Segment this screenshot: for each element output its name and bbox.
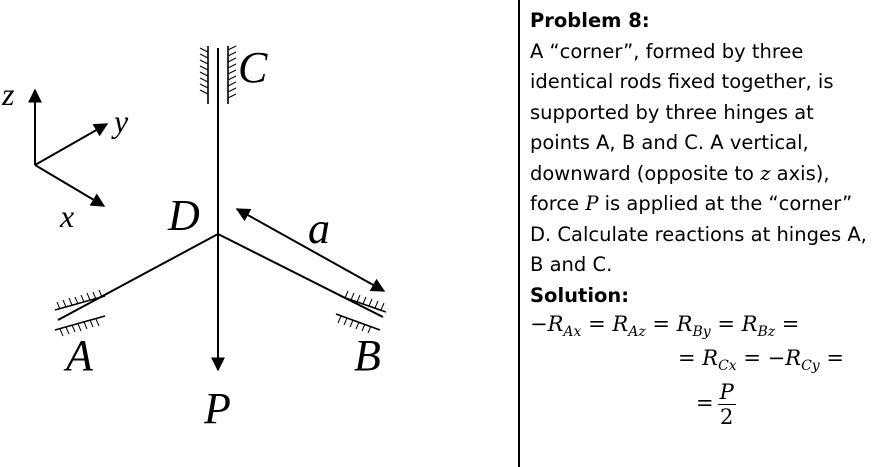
equation-line-3: = $\frac{P}{2}$: [696, 380, 734, 429]
z-axis-label: z: [2, 76, 15, 112]
problem-line-3: supported by three hinges at: [530, 100, 814, 124]
problem-line-6: force P is applied at the “corner”: [530, 192, 853, 215]
y-axis-label: y: [114, 103, 129, 139]
problem-line-8: B and C.: [530, 253, 613, 276]
y-axis-arrow: [35, 124, 107, 165]
equation-line-2: = $R_{Cx} = -R_{Cy}$ =: [678, 346, 844, 375]
problem-line-2: identical rods fixed together, is: [530, 70, 834, 93]
fraction-numerator: P: [719, 380, 734, 404]
solution-equation: [530, 312, 874, 442]
problem-line-5: downward (opposite to z axis),: [530, 161, 830, 185]
label-d: D: [168, 191, 200, 240]
label-c: C: [238, 43, 268, 92]
fraction: [718, 380, 736, 429]
label-b: B: [354, 331, 381, 380]
label-p: P: [204, 384, 231, 433]
equation-line-1: $-R_{Ax} = R_{Az} = R_{By} = R_{Bz}$ =: [530, 312, 800, 341]
fraction-denominator: 2: [719, 405, 734, 429]
problem-line-7: D. Calculate reactions at hinges A,: [530, 222, 867, 246]
x-axis-label: x: [60, 198, 75, 234]
hinge-b-support: [336, 291, 386, 333]
rod-da: [58, 234, 218, 320]
label-a-dimension: a: [308, 204, 330, 253]
panel-divider: [518, 0, 520, 467]
hinge-a-support: [55, 290, 105, 336]
label-a: A: [66, 331, 93, 380]
problem-text-panel: [530, 6, 872, 311]
problem-line-1: A “corner”, formed by three: [530, 39, 804, 63]
problem-title: Problem 8:: [530, 9, 650, 32]
problem-line-4: points A, B and C. A vertical,: [530, 131, 809, 154]
solution-title: Solution:: [530, 283, 630, 307]
rods: [58, 48, 383, 320]
coordinate-axes: [1, 76, 129, 234]
